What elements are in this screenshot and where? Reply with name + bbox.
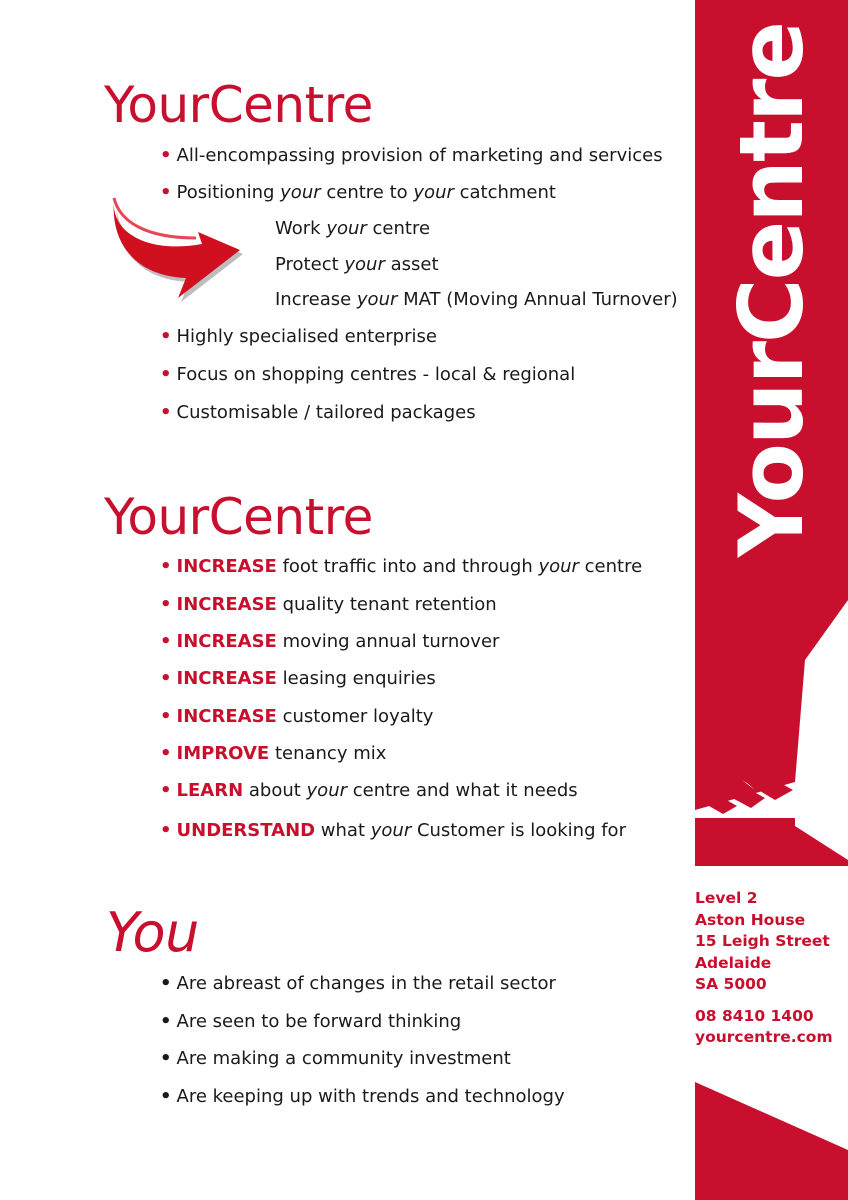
list-item: [160, 556, 642, 578]
bullet: •: [160, 743, 172, 764]
address-line: Aston House: [695, 910, 806, 929]
item-text: Customer is looking for: [411, 820, 626, 841]
item-emphasis: your: [280, 182, 321, 203]
item-emphasis: your: [370, 820, 412, 841]
bullet: •: [160, 780, 172, 801]
list-item: [160, 326, 437, 348]
spacer: [695, 996, 833, 1006]
item-keyword: UNDERSTAND: [176, 820, 316, 841]
address-line: Level 2: [695, 889, 758, 907]
bullet: •: [160, 182, 172, 203]
bullet: •: [160, 145, 172, 166]
item-text: Are abreast of changes in the retail sector: [176, 973, 556, 994]
item-keyword: INCREASE: [176, 668, 277, 689]
bullet: •: [160, 820, 172, 841]
list-item: [160, 364, 575, 386]
sub-item-text: MAT (Moving Annual Turnover): [397, 289, 678, 310]
list-item: [160, 973, 556, 995]
item-emphasis: your: [538, 556, 579, 577]
item-keyword: IMPROVE: [176, 743, 270, 764]
bullet: •: [160, 706, 172, 727]
bullet: •: [160, 1011, 172, 1032]
list-item: [160, 594, 497, 616]
bullet: •: [160, 631, 172, 652]
item-text: quality tenant retention: [276, 594, 497, 615]
sub-item-emphasis: your: [326, 218, 367, 239]
item-text: what: [315, 820, 371, 841]
sub-item-emphasis: your: [344, 254, 385, 275]
item-text: foot traffic into and through: [276, 556, 539, 577]
list-item: [160, 743, 386, 765]
list-item: [160, 1011, 461, 1033]
item-text: All-encompassing provision of marketing and services: [176, 145, 663, 166]
list-item: [160, 820, 626, 842]
section3-heading: You: [106, 901, 199, 964]
item-text: Focus on shopping centres - local & regional: [176, 364, 576, 385]
item-text: leasing enquiries: [276, 668, 436, 689]
item-text: Are keeping up with trends and technology: [176, 1086, 565, 1107]
curved-arrow-icon: [106, 192, 246, 302]
item-emphasis: your: [306, 780, 348, 801]
sub-item-text: Work: [275, 218, 327, 239]
sub-item-emphasis: your: [356, 289, 398, 310]
bullet: •: [160, 973, 172, 994]
list-item: [160, 1048, 511, 1070]
list-item: [160, 706, 433, 728]
vertical-brand-logo: YourCentre: [720, 22, 823, 558]
address-line: 15 Leigh Street: [695, 932, 830, 950]
item-text: Are making a community investment: [176, 1048, 511, 1069]
item-keyword: INCREASE: [176, 706, 277, 727]
item-keyword: INCREASE: [176, 631, 277, 652]
item-text: moving annual turnover: [276, 631, 500, 652]
list-item: [160, 145, 663, 167]
item-text: tenancy mix: [269, 743, 387, 764]
bullet: •: [160, 326, 172, 347]
bullet: •: [160, 668, 172, 689]
website-link[interactable]: yourcentre.com: [695, 1028, 833, 1046]
sub-item-text: asset: [384, 254, 439, 275]
item-text: catchment: [453, 182, 556, 203]
bullet: •: [160, 556, 172, 577]
list-item: [160, 631, 499, 653]
bullet: •: [160, 402, 172, 423]
section2-heading: YourCentre: [104, 488, 373, 546]
item-text: centre: [578, 556, 643, 577]
item-keyword: INCREASE: [176, 594, 277, 615]
sub-item-text: Increase: [275, 289, 357, 310]
list-item: [160, 780, 578, 802]
section1-heading: YourCentre: [104, 76, 373, 134]
sub-item: [275, 218, 430, 240]
item-text: Customisable / tailored packages: [176, 402, 476, 423]
item-text: centre and what it needs: [347, 780, 578, 801]
address-line: Adelaide: [695, 953, 772, 972]
list-item: [160, 668, 436, 690]
item-keyword: INCREASE: [176, 556, 277, 577]
item-emphasis: your: [413, 182, 454, 203]
bullet: •: [160, 594, 172, 615]
phone-number: 08 8410 1400: [695, 1006, 814, 1025]
item-text: customer loyalty: [276, 706, 434, 727]
item-text: Are seen to be forward thinking: [176, 1011, 462, 1032]
item-text: Positioning: [176, 182, 281, 203]
list-item: [160, 1086, 565, 1108]
item-text: Highly specialised enterprise: [176, 326, 437, 347]
item-keyword: LEARN: [176, 780, 244, 801]
sub-item-text: centre: [366, 218, 431, 239]
bullet: •: [160, 364, 172, 385]
item-text: about: [243, 780, 307, 801]
bullet: •: [160, 1048, 172, 1069]
contact-block: [695, 888, 833, 1049]
sub-item-text: Protect: [275, 254, 345, 275]
address-line: SA 5000: [695, 975, 767, 993]
bullet: •: [160, 1086, 172, 1107]
sub-item: [275, 289, 678, 311]
sub-item: [275, 254, 439, 276]
item-text: centre to: [320, 182, 414, 203]
list-item: [160, 402, 476, 424]
